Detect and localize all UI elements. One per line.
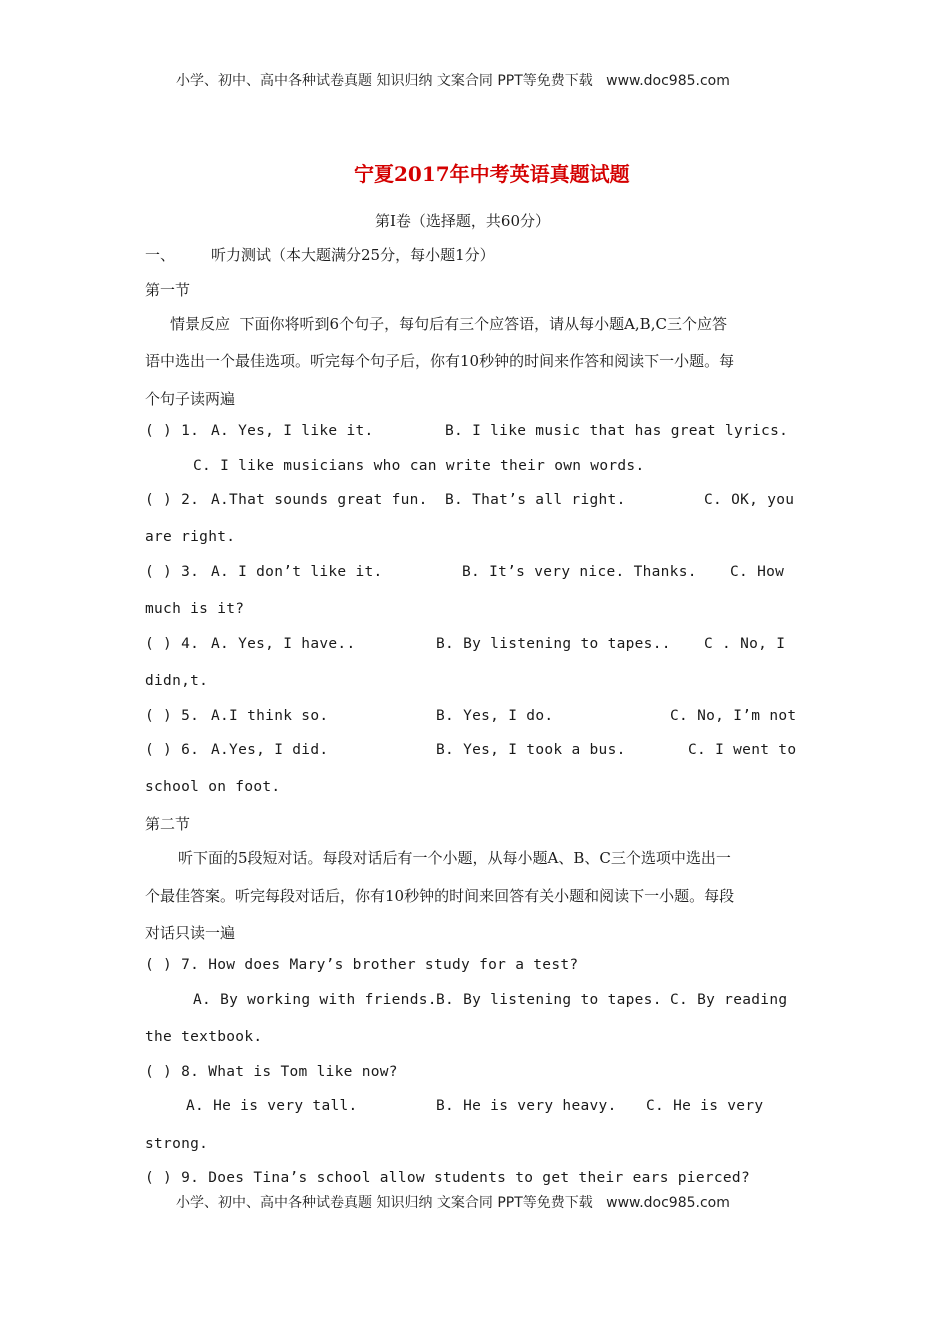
question-stem: ( ) 7. How does Mary’s brother study for a test?: [145, 957, 579, 973]
option-a: A. Yes, I like it.: [211, 423, 374, 439]
option-c-continued: strong.: [145, 1136, 209, 1152]
option-b: B. He is very heavy.: [436, 1098, 617, 1114]
section1-instruction-line3: 个句子读两遍: [145, 390, 236, 408]
option-c: C. I went to: [688, 742, 797, 758]
question-stem: ( ) 8. What is Tom like now?: [145, 1064, 398, 1080]
part-number: 一、: [145, 246, 176, 264]
option-a: A. He is very tall.: [186, 1098, 358, 1114]
question-stem: ( ) 9. Does Tina’s school allow students to get their ears pierced?: [145, 1170, 750, 1186]
question-number: ( ) 1.: [145, 423, 200, 439]
option-c: C. No, I’m not: [670, 708, 797, 724]
section2-instruction-line1: 听下面的5段短对话。每段对话后有一个小题，从每小题A、B、C三个选项中选出一: [178, 849, 731, 867]
option-c: C . No, I: [704, 636, 786, 652]
option-c: C. OK, you: [704, 492, 795, 508]
option-a: A. By working with friends.: [193, 992, 437, 1008]
question-number: ( ) 3.: [145, 564, 200, 580]
part-title: 听力测试（本大题满分25分，每小题1分）: [211, 246, 495, 264]
section2-instruction-line3: 对话只读一遍: [145, 924, 236, 942]
section1-instruction-line2: 语中选出一个最佳选项。听完每个句子后，你有10秒钟的时间来作答和阅读下一小题。每: [145, 352, 735, 370]
option-b: B. By listening to tapes.: [436, 992, 662, 1008]
option-c-continued: school on foot.: [145, 779, 281, 795]
section2-instruction-line2: 个最佳答案。听完每段对话后，你有10秒钟的时间来回答有关小题和阅读下一小题。每段: [145, 887, 735, 905]
page-title: 宁夏2017年中考英语真题试题: [354, 162, 630, 186]
question-number: ( ) 5.: [145, 708, 200, 724]
section1-label: 第一节: [145, 281, 191, 299]
option-c-continued: didn,t.: [145, 673, 209, 689]
question-number: ( ) 4.: [145, 636, 200, 652]
option-c: C. I like musicians who can write their own words.: [193, 458, 645, 474]
question-number: ( ) 2.: [145, 492, 200, 508]
option-c: C. How: [730, 564, 785, 580]
option-c-continued: are right.: [145, 529, 236, 545]
volume-heading: 第Ⅰ卷（选择题，共60分）: [375, 212, 551, 230]
option-c: C. He is very: [646, 1098, 764, 1114]
option-b: B. It’s very nice. Thanks.: [462, 564, 697, 580]
option-c-continued: much is it?: [145, 601, 245, 617]
option-a: A. I don’t like it.: [211, 564, 383, 580]
question-number: ( ) 6.: [145, 742, 200, 758]
option-b: B. That’s all right.: [445, 492, 626, 508]
page-footer: 小学、初中、高中各种试卷真题 知识归纳 文案合同 PPT等免费下载 www.doc985.com: [176, 1195, 730, 1211]
option-a: A.Yes, I did.: [211, 742, 329, 758]
section2-label: 第二节: [145, 815, 191, 833]
section1-instruction-line1: 情景反应 下面你将听到6个句子，每句后有三个应答语，请从每小题A,B,C三个应答: [170, 315, 727, 333]
option-a: A.That sounds great fun.: [211, 492, 428, 508]
option-b: B. Yes, I took a bus.: [436, 742, 626, 758]
page-header: 小学、初中、高中各种试卷真题 知识归纳 文案合同 PPT等免费下载 www.doc985.com: [176, 73, 730, 89]
option-c-continued: the textbook.: [145, 1029, 263, 1045]
option-c: C. By reading: [670, 992, 788, 1008]
option-b: B. By listening to tapes..: [436, 636, 671, 652]
option-a: A.I think so.: [211, 708, 329, 724]
option-b: B. Yes, I do.: [436, 708, 554, 724]
option-b: B. I like music that has great lyrics.: [445, 423, 789, 439]
option-a: A. Yes, I have..: [211, 636, 356, 652]
